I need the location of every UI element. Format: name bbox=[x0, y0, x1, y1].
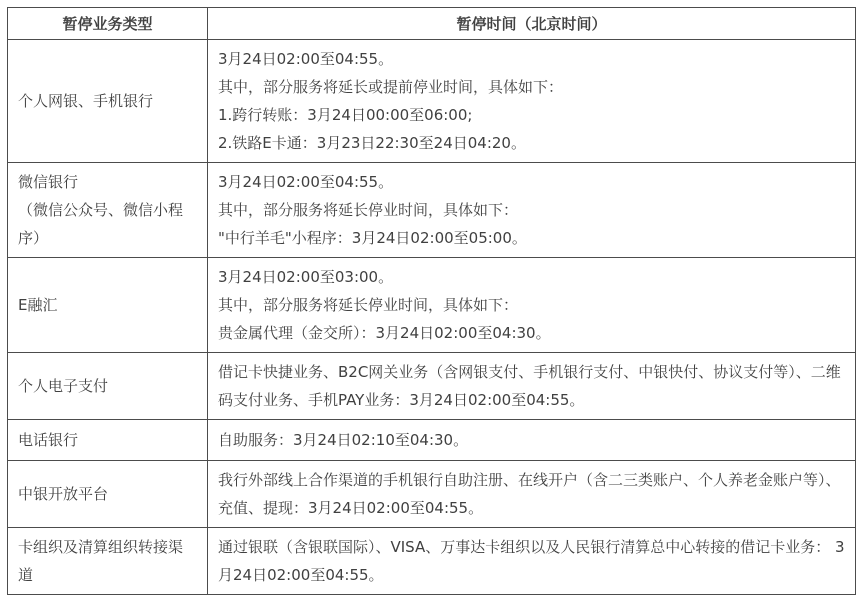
time-cell bbox=[208, 528, 856, 595]
business-type-line: 个人网银、手机银行 bbox=[18, 92, 154, 110]
business-type-line: （微信公众号、微信小程序） bbox=[18, 201, 184, 247]
business-type-cell bbox=[8, 420, 208, 461]
time-line: 我行外部线上合作渠道的手机银行自助注册、在线开户（含二三类账户、个人养老金账户等）、充值、提现：3月24日02:00至04:55。 bbox=[218, 471, 841, 517]
table-row bbox=[8, 40, 856, 163]
time-line: 贵金属代理（金交所）：3月24日02:00至04:30。 bbox=[218, 324, 551, 342]
time-line: "中行羊毛"小程序：3月24日02:00至05:00。 bbox=[218, 229, 527, 247]
business-type-cell bbox=[8, 353, 208, 420]
time-cell bbox=[208, 163, 856, 258]
business-type-line: 卡组织及清算组织转接渠道 bbox=[18, 538, 184, 584]
time-line: 3月24日02:00至04:55。 bbox=[218, 50, 394, 68]
column-header-suspension-time: 暂停时间（北京时间） bbox=[208, 8, 856, 40]
time-line: 其中，部分服务将延长停业时间，具体如下： bbox=[218, 296, 519, 314]
time-line: 3月24日02:00至03:00。 bbox=[218, 268, 394, 286]
time-cell bbox=[208, 40, 856, 163]
business-type-line: 个人电子支付 bbox=[18, 377, 109, 395]
business-type-line: 电话银行 bbox=[18, 431, 79, 449]
business-type-line: 微信银行 bbox=[18, 173, 79, 191]
time-cell bbox=[208, 353, 856, 420]
time-line: 其中，部分服务将延长停业时间，具体如下： bbox=[218, 201, 519, 219]
business-type-cell bbox=[8, 528, 208, 595]
table-row bbox=[8, 528, 856, 595]
business-type-cell bbox=[8, 258, 208, 353]
time-cell bbox=[208, 420, 856, 461]
table-header-row bbox=[8, 8, 856, 40]
table-row bbox=[8, 163, 856, 258]
time-cell bbox=[208, 258, 856, 353]
business-type-line: 中银开放平台 bbox=[18, 485, 109, 503]
time-line: 1.跨行转账：3月24日00:00至06:00; bbox=[218, 106, 473, 124]
column-header-business-type: 暂停业务类型 bbox=[8, 8, 208, 40]
business-type-cell bbox=[8, 40, 208, 163]
time-line: 2.铁路E卡通：3月23日22:30至24日04:20。 bbox=[218, 134, 526, 152]
table-row bbox=[8, 258, 856, 353]
business-type-cell bbox=[8, 163, 208, 258]
table-row bbox=[8, 353, 856, 420]
time-line: 借记卡快捷业务、B2C网关业务（含网银支付、手机银行支付、中银快付、协议支付等）、二维码支付业务、手机PAY业务：3月24日02:00至04:55。 bbox=[218, 363, 841, 409]
time-line: 自助服务：3月24日02:10至04:30。 bbox=[218, 431, 469, 449]
time-line: 通过银联（含银联国际）、VISA、万事达卡组织以及人民银行清算总中心转接的借记卡业务： 3月24日02:00至04:55。 bbox=[218, 538, 845, 584]
time-line: 3月24日02:00至04:55。 bbox=[218, 173, 394, 191]
table-row bbox=[8, 420, 856, 461]
time-line: 其中，部分服务将延长或提前停业时间，具体如下： bbox=[218, 78, 564, 96]
business-type-line: E融汇 bbox=[18, 296, 58, 314]
time-cell bbox=[208, 461, 856, 528]
suspension-table bbox=[7, 7, 856, 595]
business-type-cell bbox=[8, 461, 208, 528]
table-row bbox=[8, 461, 856, 528]
